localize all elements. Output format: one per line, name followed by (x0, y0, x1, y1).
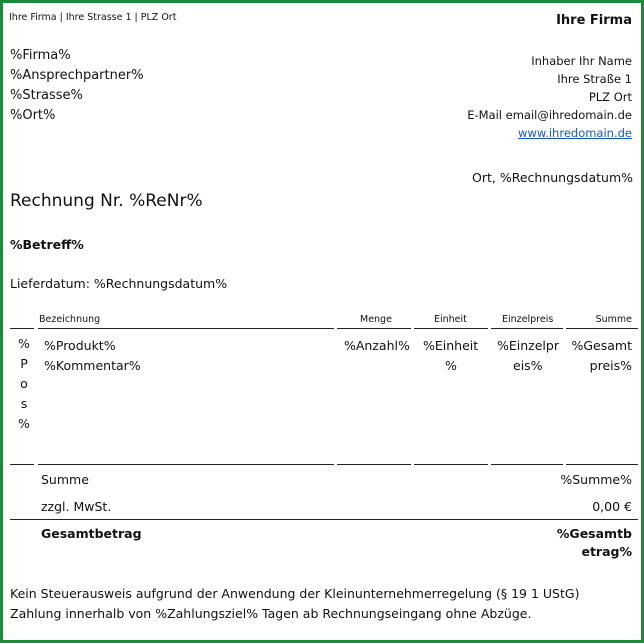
item-einzelpreis-part2: eis% (513, 358, 543, 373)
item-einheit-part2: % (445, 358, 457, 373)
pos-letter: o (20, 376, 28, 391)
company-website-link[interactable]: www.ihredomain.de (518, 126, 632, 140)
header-rule-summe (566, 328, 638, 329)
mwst-label: zzgl. MwSt. (41, 499, 112, 514)
pos-letter: % (18, 336, 30, 351)
recipient-strasse: %Strasse% (10, 88, 83, 103)
header-rule-bezeichnung (38, 328, 334, 329)
totals-rule-einzelpreis (491, 464, 563, 465)
pos-letter: % (18, 416, 30, 431)
totals-rule-einheit (414, 464, 488, 465)
header-rule-einzelpreis (491, 328, 563, 329)
gesamt-value-part2: etrag% (581, 544, 632, 559)
recipient-ansprechpartner: %Ansprechpartner% (10, 68, 144, 83)
summe-value: %Summe% (560, 472, 632, 487)
col-header-summe: Summe (595, 314, 632, 325)
header-rule-menge (337, 328, 411, 329)
item-einzelpreis-part1: %Einzelpr (497, 338, 559, 353)
col-header-einheit: Einheit (434, 314, 467, 325)
item-anzahl: %Anzahl% (344, 338, 410, 353)
item-gesamtpreis-part2: preis% (589, 358, 632, 373)
item-einheit-part1: %Einheit (423, 338, 479, 353)
company-street: Ihre Straße 1 (557, 72, 632, 86)
recipient-ort: %Ort% (10, 108, 56, 123)
totals-rule-bezeichnung (38, 464, 334, 465)
invoice-title: Rechnung Nr. %ReNr% (10, 191, 203, 211)
totals-rule-summe (566, 464, 638, 465)
gesamt-value-part1: %Gesamtb (556, 526, 632, 541)
company-website-container (518, 126, 632, 140)
company-name: Ihre Firma (556, 13, 632, 28)
header-rule-pos (10, 328, 34, 329)
col-header-menge: Menge (360, 314, 392, 325)
pos-letter: P (20, 356, 28, 371)
company-city: PLZ Ort (588, 90, 632, 104)
totals-rule-pos (10, 464, 34, 465)
item-produkt: %Produkt% (44, 338, 116, 353)
place-date: Ort, %Rechnungsdatum% (472, 170, 633, 185)
footer-tax-note: Kein Steuerausweis aufgrund der Anwendung der Kleinunternehmerregelung (§ 19 1 UStG) (10, 586, 580, 601)
item-gesamtpreis-part1: %Gesamt (571, 338, 632, 353)
sender-address-line: Ihre Firma | Ihre Strasse 1 | PLZ Ort (9, 12, 177, 23)
col-header-einzelpreis: Einzelpreis (502, 314, 554, 325)
col-header-bezeichnung: Bezeichnung (39, 314, 101, 325)
invoice-subject: %Betreff% (10, 237, 84, 252)
gesamt-label: Gesamtbetrag (41, 526, 142, 541)
totals-rule-menge (337, 464, 411, 465)
gesamt-rule (10, 519, 638, 520)
company-email: E-Mail email@ihredomain.de (467, 108, 632, 122)
delivery-date: Lieferdatum: %Rechnungsdatum% (10, 276, 228, 291)
header-rule-einheit (414, 328, 488, 329)
footer-payment-terms: Zahlung innerhalb von %Zahlungsziel% Tagen ab Rechnungseingang ohne Abzüge. (10, 606, 532, 621)
pos-letter: s (20, 396, 28, 411)
mwst-value: 0,00 € (592, 499, 632, 514)
summe-label: Summe (41, 472, 89, 487)
recipient-firma: %Firma% (10, 48, 71, 63)
item-kommentar: %Kommentar% (44, 358, 141, 373)
company-owner: Inhaber Ihr Name (531, 54, 632, 68)
